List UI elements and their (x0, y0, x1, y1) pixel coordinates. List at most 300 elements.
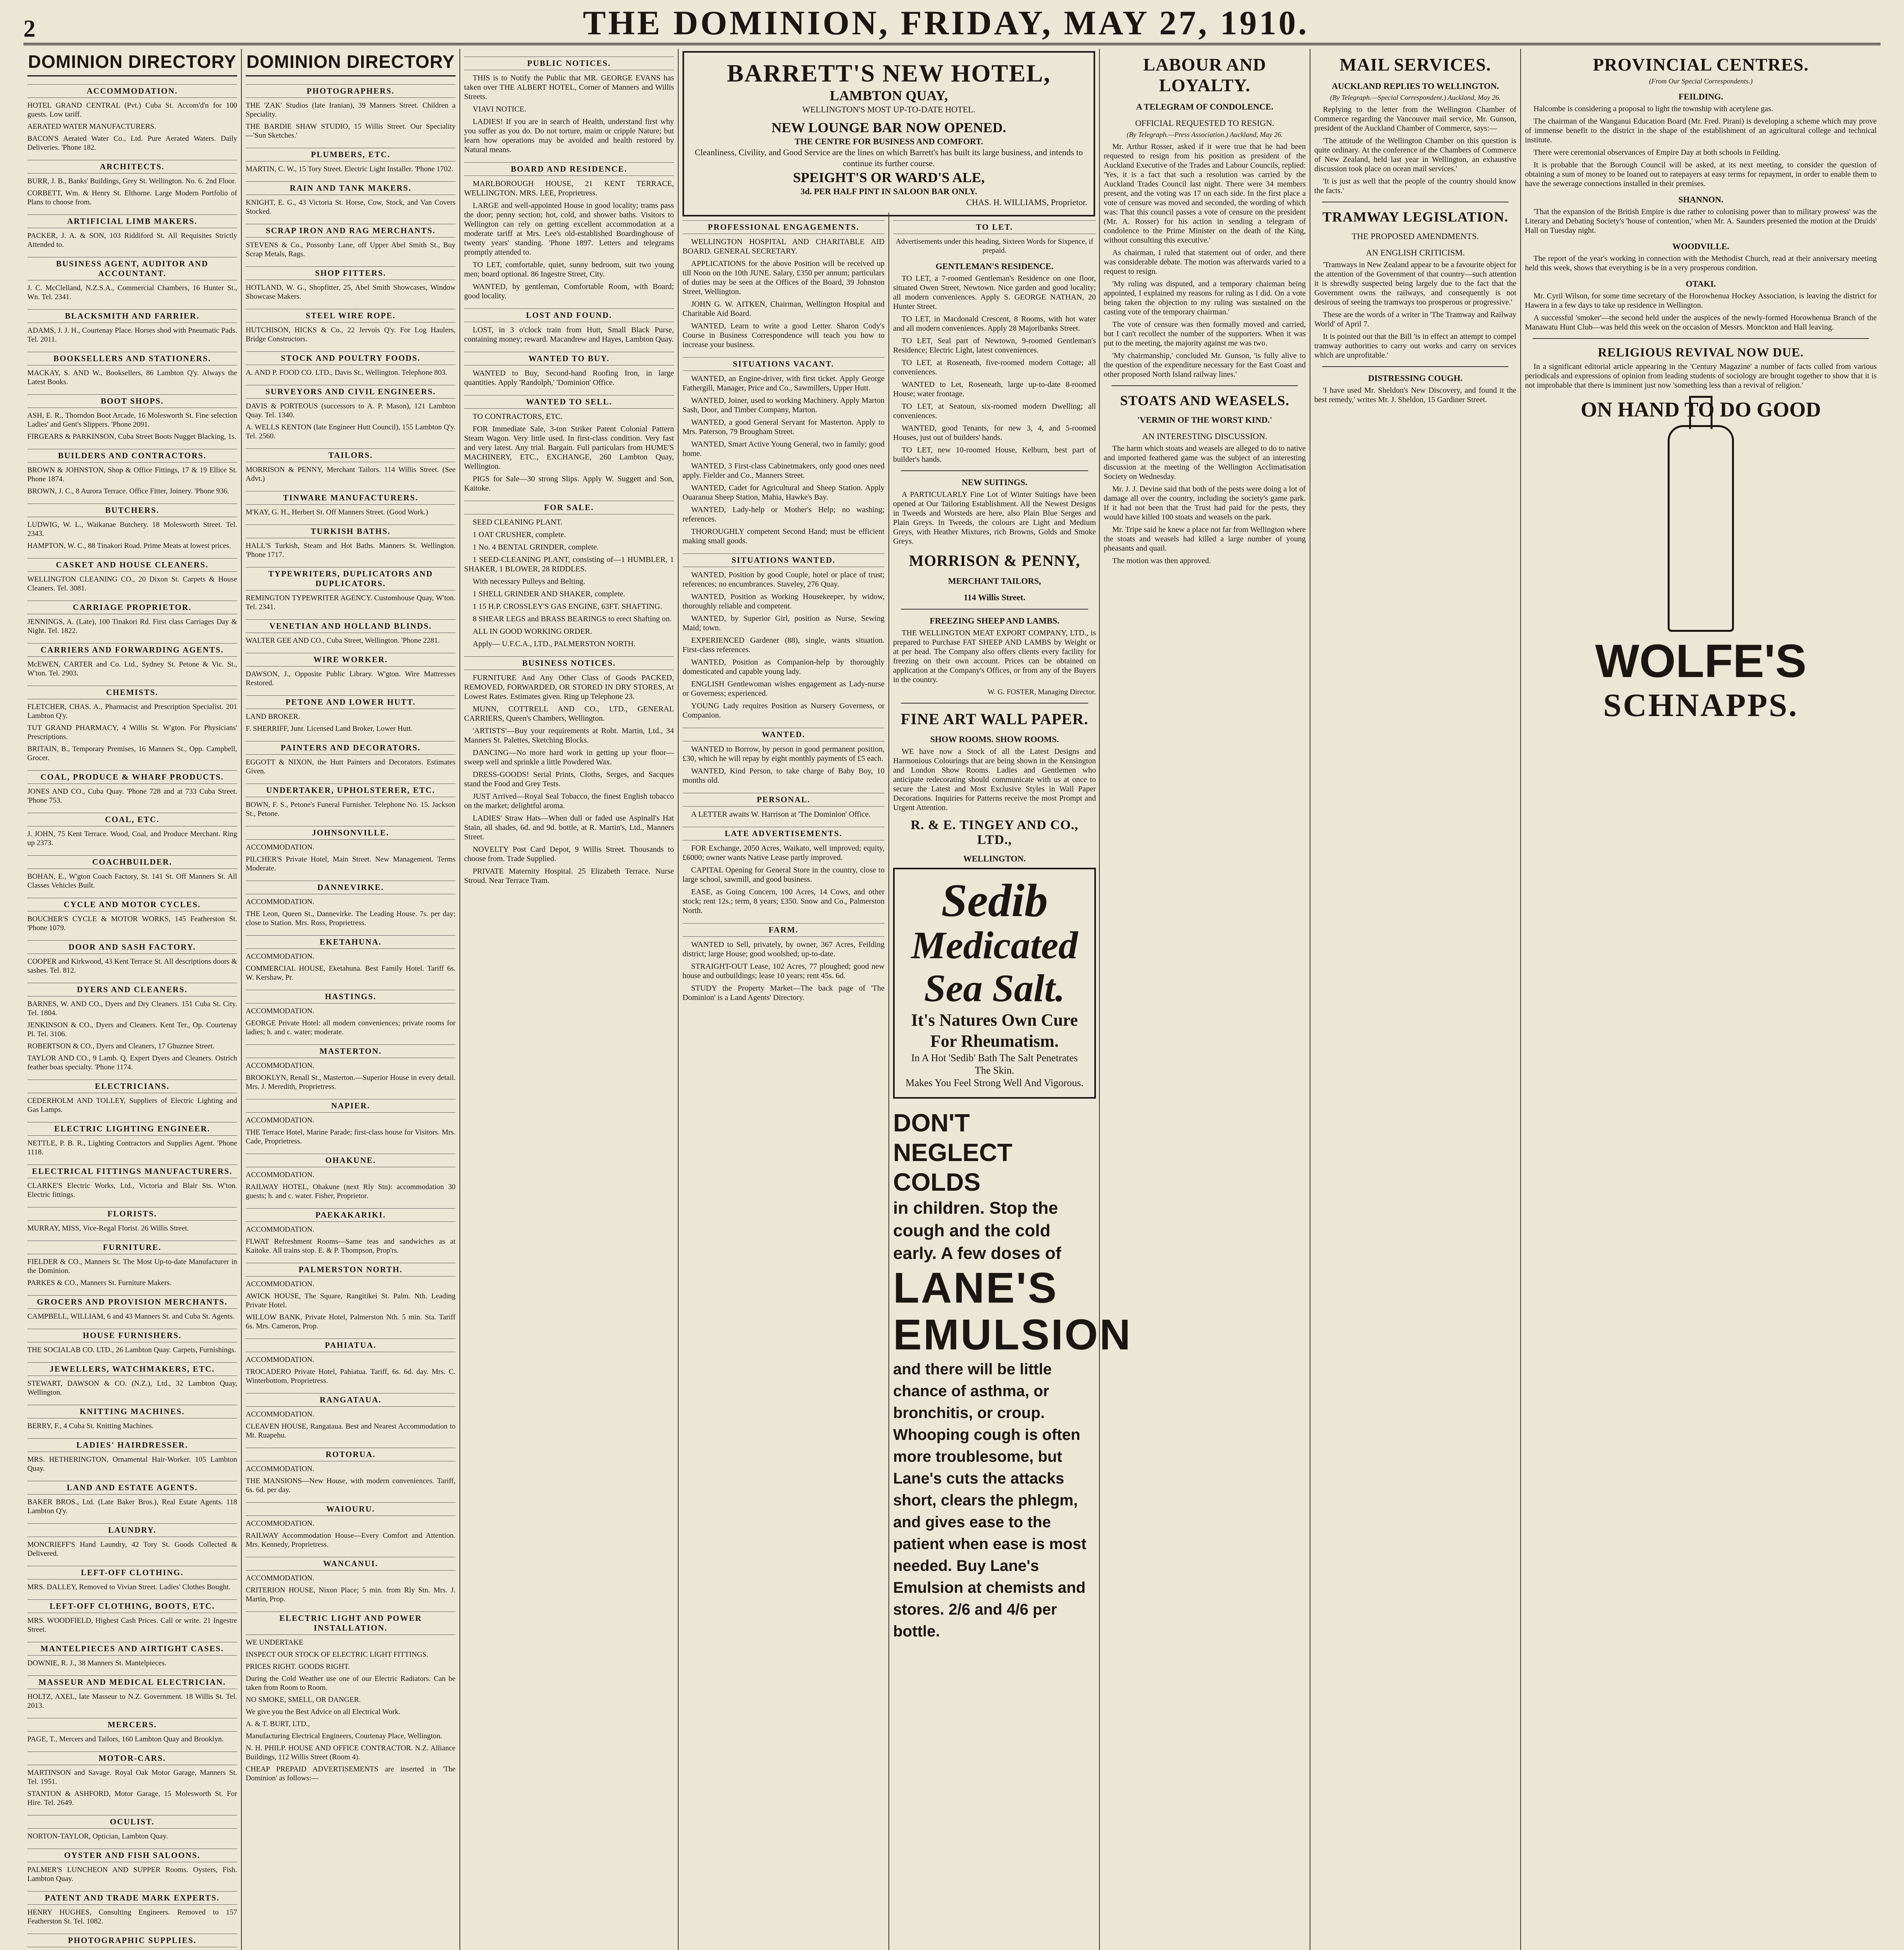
notice-paragraph: STUDY the Property Market—The back page of 'The Dominion' is a Land Agents' Directory. (683, 984, 885, 1002)
directory-entry: A. & T. BURT, LTD., (246, 1720, 310, 1728)
article-paragraph: Mr. Tripe said he knew a place not far from Wellington where the stoats and weasels had killed a large number of young pheasants and quail. (1104, 525, 1306, 553)
professional-situations (683, 220, 885, 1002)
notice-paragraph: FOR Immediate Sale, 3-ton Striker Patent Colonial Pattern Steam Wagon. Very little used. In first-class condition. Very fast and very latest. Any trial. Bargain. Full particulars from HUME'S MACHINERY, ETC., EXCHANGE, 260 Lambton Quay, Wellington. (464, 425, 674, 471)
barretts-name: BARRETT'S NEW HOTEL, (727, 59, 1051, 87)
directory-entry: BERRY, F., 4 Cuba St. Knitting Machines. (27, 1422, 154, 1430)
section-heading: CHEMISTS. (27, 686, 237, 699)
section-heading: HASTINGS. (246, 990, 456, 1003)
mail-headline: MAIL SERVICES. (1339, 55, 1491, 74)
directory-entry: PACKER, J. A. & SON, 103 Riddiford St. All Requisites Strictly Attended to. (27, 232, 237, 249)
article-paragraph: Halcombe is considering a proposal to light the township with acetylene gas. (1533, 105, 1773, 113)
directory-entry: BOUCHER'S CYCLE & MOTOR WORKS, 145 Featherston St. 'Phone 1079. (27, 915, 237, 932)
barretts-tag: WELLINGTON'S MOST UP-TO-DATE HOTEL. (802, 105, 975, 114)
article-paragraph: The motion was then approved. (1112, 557, 1211, 565)
article-paragraph: 'My chairmanship,' concluded Mr. Gunson, 'is fully alive to the question of the expenditure necessary for the East Coast and other proposed North Island railway lines.' (1104, 351, 1306, 379)
suitings-heading: NEW SUITINGS. (961, 477, 1028, 487)
article-paragraph: TO LET, a 7-roomed Gentleman's Residence on one floor, situated Owen Street, Newtown. Nice garden and good locality; all modern conveniences. Apply S. GEORGE NATHAN, 20 Hunter Street. (893, 274, 1096, 311)
notice-paragraph: ENGLISH Gentlewoman wishes engagement as Lady-nurse or Governess; experienced. (683, 680, 885, 698)
feilding-heading: FEILDING. (1678, 92, 1723, 101)
labour-sub2: OFFICIAL REQUESTED TO RESIGN. (1135, 118, 1275, 128)
article-paragraph: As chairman, I ruled that statement out of order, and there was considerable debate. The motion was afterwards varied to a request to resign. (1104, 248, 1306, 276)
notice-paragraph: EASE, as Going Concern, 100 Acres, 14 Cows, and other stock; rent 12s.; term, 8 years; £350. Snow and Co., Palmerston North. (683, 888, 885, 915)
wolfe-product: SCHNAPPS. (1603, 687, 1799, 723)
tramway-headline: TRAMWAY LEGISLATION. (1322, 209, 1509, 225)
article-paragraph: 'The attitude of the Wellington Chamber on this question is quite ordinary. At the conference of the Chambers of Commerce of New Zealand, held last year in Wellington, an exhaustive discussion took place on ocean mail services.' (1314, 136, 1516, 173)
section-heading: ACCOMMODATION. (27, 84, 237, 98)
sedib-bath: In A Hot 'Sedib' Bath The Salt Penetrates The Skin. (911, 1052, 1078, 1076)
section-heading: OHAKUNE. (246, 1154, 456, 1167)
section-heading: COAL, ETC. (27, 813, 237, 826)
directory-entry: STEWART, DAWSON & CO. (N.Z.), Ltd., 32 Lambton Quay, Wellington. (27, 1379, 237, 1397)
section-heading: SCRAP IRON AND RAG MERCHANTS. (246, 224, 456, 238)
directory-entry: HOTLAND, W. G., Shopfitter, 25, Abel Smith Showcases, Window Showcase Makers. (246, 284, 456, 301)
woodville-heading: WOODVILLE. (1672, 241, 1730, 251)
directory-entry: ACCOMMODATION. (246, 1116, 314, 1124)
freezing-text: THE WELLINGTON MEAT EXPORT COMPANY, LTD., is prepared to Purchase FAT SHEEP AND LAMBS by Weight or at per head. The Company also offers clients every facility for freezing on their own account. Prices can be obtained on application at the Company's Offices, or from any of the Buyers in the country. (893, 629, 1096, 684)
directory-entry: McEWEN, CARTER and Co. Ltd., Sydney St. Petone & Vic. St., W'ton. Tel. 2903. (27, 660, 237, 677)
directory-entry: BROOKLYN, Renall St., Masterton.—Superior House in every detail. Mrs. J. Meredith, Proprietress. (246, 1074, 456, 1091)
to-let-listings (893, 274, 1096, 464)
section-heading: RANGATAUA. (246, 1393, 456, 1407)
section-heading: STOCK AND POULTRY FOODS. (246, 351, 456, 365)
directory-entry: BOHAN, E., W'gton Coach Factory, St. 141 St. Off Manners St. All Classes Vehicles Built. (27, 872, 237, 890)
suitings-text: A PARTICULARLY Fine Lot of Winter Suitings have been opened at Our Tailoring Establishment. All the Newest Designs in Tweeds and Worsteds are here, also Plain Blue Serges and Plain Greys. In Tweeds, the colours are Light and Medium Greys, with Heather Mixtures, rich Browns, Golds and Smoke Greys. (893, 490, 1096, 546)
notice-paragraph: WANTED to Sell, privately, by owner, 367 Acres, Feilding district; large House; good woolshed; up-to-date. (683, 940, 885, 958)
notice-paragraph: TO CONTRACTORS, ETC. (473, 412, 563, 421)
directory-entry: BROWN & JOHNSTON, Shop & Office Fittings, 17 & 19 Ellice St. Phone 1874. (27, 466, 237, 483)
directory-entry: PRICES RIGHT. GOODS RIGHT. (246, 1663, 350, 1671)
article-paragraph: The harm which stoats and weasels are alleged to do to native and imported feathered game was the subject of an interesting discussion at the meeting of the Wellington Acclimatisation Society on Wednesday. (1104, 444, 1306, 481)
section-heading: CARRIERS AND FORWARDING AGENTS. (27, 643, 237, 657)
notice-paragraph: 1 15 H.P. CROSSLEY'S GAS ENGINE, 63FT. SHAFTING. (473, 602, 662, 611)
cough-heading: DISTRESSING COUGH. (1368, 373, 1463, 383)
article-paragraph: WANTED, good Tenants, for new 3, 4, and 5-roomed Houses, just out of builders' hands. (893, 424, 1096, 442)
directory-entry: DOWNIE, R. J., 38 Manners St. Mantelpieces. (27, 1659, 167, 1667)
directory-entry: BOWN, F. S., Petone's Funeral Furnisher. Telephone No. 15. Jackson St., Petone. (246, 801, 456, 818)
directory-entry: ACCOMMODATION. (246, 843, 314, 851)
directory-entry: MARTINSON and Savage. Royal Oak Motor Garage, Manners St. Tel. 1951. (27, 1769, 237, 1786)
notice-paragraph: THOROUGHLY competent Second Hand; must be efficient making small goods. (683, 527, 885, 545)
section-heading: WAIOURU. (246, 1502, 456, 1516)
wolfes-schnapps-ad (1525, 398, 1877, 724)
directory-entry: MARTIN, C. W., 15 Tory Street. Electric Light Installer. 'Phone 1702. (246, 165, 454, 173)
section-heading: SHOP FITTERS. (246, 266, 456, 280)
directory-entry: ACCOMMODATION. (246, 1465, 314, 1473)
notice-paragraph: APPLICATIONS for the above Position will be received up till Noon on the 10th JUNE. Salary, £350 per annum; particulars of duties may be seen at the Offices of the Board, 39 Johnston Street, Wellington. (683, 259, 885, 296)
notice-paragraph: LOST, in 3 o'clock train from Hutt, Small Black Purse, containing money; reward. Macandrew and Hayes, Lambton Quay. (464, 326, 674, 344)
article-paragraph: The chairman of the Wanganui Education Board (Mr. Fred. Pirani) is developing a scheme which may prove of immense benefit to the district in the shape of the establishment of an agricultural college and technical institute. (1525, 117, 1877, 144)
sedib-sea-salt-ad (893, 868, 1096, 1099)
article-paragraph: 'My ruling was disputed, and a temporary chairman being appointed, I explained my reasons for ruling as I did. On a vote being taken the objection to my ruling was sustained on the casting vote of the temporary chairman.' (1104, 280, 1306, 316)
directory-entry: PALMER'S LUNCHEON AND SUPPER Rooms. Oysters, Fish. Lambton Quay. (27, 1866, 237, 1883)
notice-paragraph: WANTED, Learn to write a good Letter. Sharon Cody's Course in Business Correspondence will teach you how to increase your business. (683, 322, 885, 349)
section-heading: LATE ADVERTISEMENTS. (683, 827, 885, 840)
article-paragraph: Mr. J. J. Devine said that both of the pests were doing a lot of damage all over the country, including the society's game park. If it had not been that the Trust had paid for the pests, they would have killed 100 stoats and weasels on the park. (1104, 485, 1306, 521)
notice-paragraph: THIS is to Notify the Public that MR. GEORGE EVANS has taken over THE ALBERT HOTEL, Corner of Manners and Willis Streets. (464, 74, 674, 101)
section-heading: COAL, PRODUCE & WHARF PRODUCTS. (27, 770, 237, 784)
directory-title: DOMINION DIRECTORY (27, 51, 237, 76)
notice-paragraph: LADIES' Straw Hats—When dull or faded use Aspinall's Hat Stain, all shades, 6d. and 9d. bottle, at R. Martin's, Ltd., Manners Street. (464, 814, 674, 841)
directory-entry: ACCOMMODATION. (246, 952, 314, 961)
directory-entry: BROWN, J. C., 8 Aurora Terrace. Office Fitter, Joinery. 'Phone 936. (27, 487, 229, 495)
stoats-headline: STOATS AND WEASELS. (1120, 393, 1290, 408)
section-heading: LOST AND FOUND. (464, 308, 674, 322)
directory-entry: BRITAIN, B., Temporary Premises, 16 Manners St., Opp. Campbell, Grocer. (27, 745, 237, 762)
section-heading: OYSTER AND FISH SALOONS. (27, 1849, 237, 1862)
classifieds-block-4-5 (679, 49, 1132, 1950)
directory-entry: MACKAY, S. AND W., Booksellers, 86 Lambton Q'y. Always the Latest Books. (27, 369, 237, 386)
news-column-6 (1100, 49, 1310, 1950)
fine-art-sub: SHOW ROOMS. SHOW ROOMS. (930, 734, 1059, 744)
morrison-penny-name: MORRISON & PENNY, (909, 552, 1080, 569)
directory-entry: We give you the Best Advice on all Electrical Work. (246, 1708, 401, 1716)
directory-entry: N. H. PHILP. HOUSE AND OFFICE CONTRACTOR. N.Z. Alliance Buildings, 112 Willis Street (Room 4). (246, 1744, 456, 1761)
section-heading: CYCLE AND MOTOR CYCLES. (27, 898, 237, 911)
section-heading: RAIN AND TANK MAKERS. (246, 181, 456, 195)
section-heading: KNITTING MACHINES. (27, 1405, 237, 1418)
section-heading: LADIES' HAIRDRESSER. (27, 1438, 237, 1452)
section-heading: BUSINESS AGENT, AUDITOR AND ACCOUNTANT. (27, 257, 237, 280)
directory-column-1 (23, 49, 242, 1950)
directory-entry: COMMERCIAL HOUSE, Eketahuna. Best Family Hotel. Tariff 6s. W. Kershaw, Pr. (246, 964, 456, 982)
article-paragraph: TO LET, in Macdonald Crescent, 8 Rooms, with hot water and all modern conveniences. Apply 28 Majoribanks Street. (893, 315, 1096, 333)
tingey-place: WELLINGTON. (963, 854, 1026, 863)
section-heading: SURVEYORS AND CIVIL ENGINEERS. (246, 385, 456, 399)
cough-text: 'I have used Mr. Sheldon's New Discovery, and found it the best remedy,' writes Mr. J. Sheldon, 15 Gardiner Street. (1314, 386, 1516, 404)
notice-paragraph: CAPITAL Opening for General Store in the country, close to large school, sawmill, and good business. (683, 866, 885, 884)
section-heading: WANTED. (683, 728, 885, 741)
directory-entry: ACCOMMODATION. (246, 898, 314, 906)
directory-entry: CEDERHOLM AND TOLLEY, Suppliers of Electric Lighting and Gas Lamps. (27, 1097, 237, 1114)
directory-entry: THE Leon, Queen St., Dannevirke. The Leading House. 7s. per day; close to Station. Mrs. Ross, Proprietress. (246, 910, 456, 927)
directory-entry: THE BARDIE SHAW STUDIO, 15 Willis Street. Our Speciality—'Sun Sketches.' (246, 122, 456, 140)
section-heading: BOOKSELLERS AND STATIONERS. (27, 352, 237, 365)
directory-entry: ACCOMMODATION. (246, 1410, 314, 1418)
directory-entry: KNIGHT, E. G., 43 Victoria St. Horse, Cow, Stock, and Van Covers Stocked. (246, 199, 456, 216)
lanes-headline: DON'T NEGLECT COLDS (893, 1109, 1012, 1196)
article-paragraph: Replying to the letter from the Wellington Chamber of Commerce regarding the Vancouver mail service, Mr. Gunson, president of the Auckland Chamber of Commerce, says:— (1314, 105, 1516, 133)
notice-paragraph: WANTED to Borrow, by person in good permanent position, £30, which he will repay by eight monthly payments of £5 each. (683, 745, 885, 763)
section-heading: HOUSE FURNISHERS. (27, 1329, 237, 1342)
tingey-name: R. & E. TINGEY AND CO., LTD., (910, 818, 1079, 847)
directory-entry: ROBERTSON & CO., Dyers and Cleaners, 17 Ghuznee Street. (27, 1042, 215, 1050)
barretts-price: 3d. PER HALF PINT IN SALOON BAR ONLY. (800, 186, 977, 196)
section-heading: VENETIAN AND HOLLAND BLINDS. (246, 619, 456, 633)
section-heading: TYPEWRITERS, DUPLICATORS AND DUPLICATORS. (246, 567, 456, 590)
section-heading: DOOR AND SASH FACTORY. (27, 940, 237, 954)
article-paragraph: TO LET, at Seatoun, six-roomed modern Dwelling; all conveniences. (893, 402, 1096, 420)
notice-paragraph: 'ARTISTS'—Buy your requirements at Robt. Martin, Ltd., 34 Manners St. Palettes, Sketching Blocks. (464, 727, 674, 745)
article-paragraph: A successful 'smoker'—the second held under the auspices of the newly-formed Horowhenua Branch of the Manawatu Hunt Club—was held this week on the occasion of Messrs. Monckton and Hall leaving. (1525, 314, 1877, 332)
section-heading: WIRE WORKER. (246, 653, 456, 667)
notice-paragraph: 1 SHELL GRINDER AND SHAKER, complete. (473, 590, 625, 598)
notice-paragraph: WANTED, Kind Person, to take charge of Baby Boy, 10 months old. (683, 767, 885, 785)
directory-entry: J. JOHN, 75 Kent Terrace. Wood, Coal, and Produce Merchant. Ring up 2373. (27, 830, 237, 847)
directory-entry: ACCOMMODATION. (246, 1171, 314, 1179)
section-heading: DANNEVIRKE. (246, 881, 456, 894)
directory-entry: ACCOMMODATION. (246, 1280, 314, 1288)
article-paragraph: TO LET, Seal part of Newtown, 9-roomed Gentleman's Residence; Electric Light, latest conveniences. (893, 337, 1096, 355)
section-heading: PETONE AND LOWER HUTT. (246, 695, 456, 709)
article-paragraph: It is pointed out that the Bill 'is in effect an attempt to compel tramway authorities to carry out works and carry on services which are unprofitable.' (1314, 332, 1516, 360)
article-paragraph: It is probable that the Borough Council will be asked, at its next meeting, to consider the question of obtaining a sum of money to be loaned out to ratepayers at easy terms for repayment, in order to enable them to have the sewerage connections installed in their premises. (1525, 161, 1877, 188)
columns (23, 49, 1881, 1950)
section-heading: LEFT-OFF CLOTHING. (27, 1566, 237, 1580)
directory-entry: CHEAP PREPAID ADVERTISEMENTS are inserted in 'The Dominion' as follows:— (246, 1765, 456, 1782)
section-heading: FURNITURE. (27, 1241, 237, 1254)
otaki-article (1525, 291, 1877, 332)
directory-entry: ASH, E. R., Thorndon Boot Arcade, 16 Molesworth St. Fine selection Ladies' and Gent's Slippers. 'Phone 2091. (27, 411, 237, 429)
section-heading: FLORISTS. (27, 1207, 237, 1221)
article-paragraph: These are the words of a writer in 'The Tramway and Railway World' of April 7. (1314, 310, 1516, 328)
section-heading: PALMERSTON NORTH. (246, 1263, 456, 1276)
directory-entry: DAVIS & PORTEOUS (successors to A. P. Mason), 121 Lambton Quay. Tel. 1340. (246, 402, 456, 419)
directory-entry: MRS. DALLEY, Removed to Vivian Street. Ladies' Clothes Bought. (27, 1583, 230, 1591)
article-paragraph: The report of the year's working in connection with the Methodist Church, read at their anniversary meeting held this week, shows that everything is be in a very prosperous condition. (1525, 254, 1877, 272)
directory-entry: THE 'ZAK' Studios (late Iranian), 39 Manners Street. Children a Speciality. (246, 101, 456, 119)
lanes-brand: LANE'S (893, 1264, 1058, 1312)
section-heading: BOOT SHOPS. (27, 394, 237, 408)
notice-paragraph: ALL IN GOOD WORKING ORDER. (473, 627, 592, 636)
directory-entry: GEORGE Private Hotel: all modern conveniences; private rooms for ladies; h. and c. water; moderate. (246, 1019, 456, 1036)
article-paragraph: The vote of censure was then formally moved and carried, but I can't recollect the number of the supporters. When it was put to the meeting, the majority against me was two. (1104, 320, 1306, 347)
section-heading: PATENT AND TRADE MARK EXPERTS. (27, 1891, 237, 1905)
notice-paragraph: YOUNG Lady requires Position as Nursery Governess, or Companion. (683, 702, 885, 720)
notice-paragraph: FURNITURE And Any Other Class of Goods PACKED, REMOVED, FORWARDED, OR STORED IN DRY STORES, At Lowest Rates. Estimates given. Ring up Telephone 23. (464, 674, 674, 701)
freezing-heading: FREEZING SHEEP AND LAMBS. (929, 616, 1060, 626)
directory-entry: RAILWAY Accommodation House—Every Comfort and Attention. Mrs. Kennedy, Proprietress. (246, 1532, 456, 1549)
public-notices (464, 57, 674, 885)
section-heading: WANTED TO BUY. (464, 352, 674, 365)
notice-paragraph: WANTED, Position as Working Housekeeper, by widow, thoroughly reliable and competent. (683, 592, 885, 610)
sedib-medicated: Medicated (911, 924, 1078, 967)
mail-sub: AUCKLAND REPLIES TO WELLINGTON. (1331, 81, 1499, 91)
section-heading: ELECTRIC LIGHT AND POWER INSTALLATION. (246, 1611, 456, 1635)
article-paragraph: TO LET, new 10-roomed House, Kelburn, best part of builder's hands. (893, 446, 1096, 464)
directory-entry: TROCADERO Private Hotel, Pahiatua. Tariff, 6s. 6d. day. Mrs. C. Winterbottom, Proprietress. (246, 1368, 456, 1385)
directory-entry: LUDWIG, W. L., Waikanae Butchery. 18 Molesworth Street. Tel. 2343. (27, 521, 237, 538)
directory-entry: JENKINSON & CO., Dyers and Cleaners. Kent Ter., Op. Courtenay Pl. Tel. 3106. (27, 1021, 237, 1038)
notice-paragraph: WANTED, a good General Servant for Masterton. Apply to Mrs. Paterson, 79 Brougham Street. (683, 418, 885, 436)
section-heading: EKETAHUNA. (246, 935, 456, 949)
stoats-article (1104, 444, 1306, 566)
section-heading: ELECTRICAL FITTINGS MANUFACTURERS. (27, 1165, 237, 1178)
section-heading: PAEKAKARIKI. (246, 1208, 456, 1222)
directory-entry: CRITERION HOUSE, Nixon Place; 5 min. from Rly Stn. Mrs. J. Martin, Prop. (246, 1586, 456, 1603)
section-heading: ARCHITECTS. (27, 160, 237, 174)
schnapps-bottle-icon (1668, 425, 1734, 632)
directory-entry: THE MANSIONS—New House, with modern conveniences. Tariff, 6s. 6d. per day. (246, 1477, 456, 1494)
notice-paragraph: STRAIGHT-OUT Lease, 102 Acres, 77 ploughed; good new house and outbuildings; lease 10 years; rent 45s. 6d. (683, 962, 885, 980)
section-heading: PUBLIC NOTICES. (464, 57, 674, 70)
directory-entry: HOLTZ, AXEL, late Masseur to N.Z. Government. 18 Willis St. Tel. 2013. (27, 1693, 237, 1710)
directory-entry: JONES AND CO., Cuba Quay. 'Phone 728 and at 733 Cuba Street. 'Phone 753. (27, 787, 237, 805)
feilding-article (1525, 104, 1877, 188)
directory-entry: HALL'S Turkish, Steam and Hot Baths. Manners St. Wellington. 'Phone 1717. (246, 542, 456, 559)
provincial-byline: (From Our Special Correspondents.) (1649, 77, 1753, 85)
directory-entry: WELLINGTON CLEANING CO., 20 Dixon St. Carpets & House Cleaners. Tel. 3081. (27, 575, 237, 592)
section-heading: MERCERS. (27, 1718, 237, 1732)
notice-paragraph: WANTED, Position as Companion-help by thoroughly domesticated and capable young lady. (683, 658, 885, 676)
section-heading: BUILDERS AND CONTRACTORS. (27, 449, 237, 463)
section-heading: ELECTRIC LIGHTING ENGINEER. (27, 1122, 237, 1136)
barretts-place: LAMBTON QUAY, (830, 88, 948, 103)
section-heading: DYERS AND CLEANERS. (27, 983, 237, 996)
lanes-body: and there will be little chance of asthma, or bronchitis, or croup. Whooping cough is often more troublesome, but Lane's cuts the attacks short, clears the phlegm, and gives ease to the patient when ease is most needed. Buy Lane's Emulsion at chemists and stores. 2/6 and 4/6 per bottle. (893, 1361, 1087, 1640)
section-heading: SITUATIONS WANTED. (683, 553, 885, 567)
directory-entry: BAKER BROS., Ltd. (Late Baker Bros.), Real Estate Agents. 118 Lambton Q'y. (27, 1498, 237, 1515)
section-heading: GROCERS AND PROVISION MERCHANTS. (27, 1295, 237, 1309)
directory-entry: NORTON-TAYLOR, Optician, Lambton Quay. (27, 1832, 168, 1840)
section-heading: PERSONAL. (683, 793, 885, 807)
notice-paragraph: FOR Exchange, 2050 Acres, Waikato, well improved; equity, £6000; owner wants Native Lease partly improved. (683, 844, 885, 862)
notice-paragraph: JOHN G. W. AITKEN, Chairman, Wellington Hospital and Charitable Aid Board. (683, 300, 885, 318)
section-heading: ELECTRICIANS. (27, 1080, 237, 1093)
article-paragraph: 'Tramways in New Zealand appear to be a favourite object for the attention of the Government of that country—such attention it is shrewdly suspected being largely due to the fact that the Government owns the railways, and consequently is not desirous of seeing the tramways too prosperous or progressive.' (1314, 261, 1517, 307)
section-heading: BUTCHERS. (27, 503, 237, 517)
section-heading: ROTORUA. (246, 1448, 456, 1461)
section-heading: LAND AND ESTATE AGENTS. (27, 1481, 237, 1494)
directory-entry: TUT GRAND PHARMACY, 4 Willis St. W'gton. For Physicians' Prescriptions. (27, 724, 237, 741)
directory-entry: BURR, J. B., Banks' Buildings, Grey St. Wellington. No. 6. 2nd Floor. (27, 177, 236, 185)
section-heading: JOHNSONVILLE. (246, 826, 456, 840)
notice-paragraph: WANTED, Cadet for Agricultural and Sheep Station. Apply Ouaranua Sheep Station, Mahia, Hawke's Bay. (683, 484, 885, 502)
wolfe-brand: WOLFE'S (1595, 635, 1806, 687)
section-heading: CASKET AND HOUSE CLEANERS. (27, 558, 237, 572)
directory-entry: MONCRIEFF'S Hand Laundry, 42 Tory St. Goods Collected & Delivered. (27, 1540, 237, 1558)
notice-paragraph: WANTED, 3 First-class Cabinetmakers, only good ones need apply. Fielder and Co., Manners Street. (683, 462, 885, 480)
directory-entry: A. WELLS KENTON (late Engineer Hutt Council), 155 Lambton Q'y. Tel. 2560. (246, 423, 456, 440)
notice-paragraph: 1 No. 4 BENTAL GRINDER, complete. (473, 543, 599, 551)
directory-entry: CORBETT, Wm. & Henry St. Elthorne. Large Modern Portfolio of Plans to choose from. (27, 189, 237, 206)
section-heading: WANCANUI. (246, 1557, 456, 1571)
news-column-7 (1310, 49, 1521, 1950)
section-heading: LAUNDRY. (27, 1523, 237, 1537)
notice-paragraph: NOVELTY Post Card Depot, 9 Willis Street. Thousands to choose from. Trade Supplied. (464, 845, 674, 863)
notice-paragraph: PIGS for Sale—30 strong Slips. Apply W. Suggett and Son, Kaitoke. (464, 475, 674, 493)
notice-paragraph: WELLINGTON HOSPITAL AND CHARITABLE AID BOARD. GENERAL SECRETARY. (683, 238, 885, 255)
article-paragraph: WANTED to Let, Roseneath, large up-to-date 8-roomed House; water frontage. (893, 380, 1096, 398)
shannon-article (1525, 207, 1877, 235)
section-heading: TAILORS. (246, 448, 456, 462)
directory-entry: PAGE, T., Mercers and Tailors, 160 Lambton Quay and Brooklyn. (27, 1735, 224, 1743)
section-heading: JEWELLERS, WATCHMAKERS, ETC. (27, 1362, 237, 1376)
provincial-headline: PROVINCIAL CENTRES. (1593, 55, 1809, 74)
notice-paragraph: With necessary Pulleys and Belting. (473, 577, 585, 586)
directory-entry: BACON'S Aerated Water Co., Ltd. Pure Aerated Waters. Daily Deliveries. 'Phone 182. (27, 135, 237, 152)
masthead (23, 4, 1881, 45)
section-heading: PHOTOGRAPHIC SUPPLIES. (27, 1934, 237, 1947)
article-paragraph: TO LET, at Roseneath, five-roomed modern Cottage; all conveniences. (893, 358, 1096, 376)
section-heading: FOR SALE. (464, 501, 674, 514)
directory-entry: COOPER and Kirkwood, 43 Kent Terrace St. All descriptions doors & sashes. Tel. 812. (27, 957, 237, 975)
lanes-intro: in children. Stop the cough and the cold early. A few doses of (893, 1198, 1062, 1263)
directory-entry: HENRY HUGHES, Consulting Engineers. Removed to 157 Featherston St. Tel. 1082. (27, 1908, 237, 1925)
directory-entry: JENNINGS, A. (Late), 100 Tinakori Rd. First class Carriages Day & Night. Tel. 1822. (27, 618, 237, 635)
section-heading: ARTIFICIAL LIMB MAKERS. (27, 214, 237, 228)
section-heading: WANTED TO SELL. (464, 395, 674, 409)
notice-paragraph: A LETTER awaits W. Harrison at 'The Dominion' Office. (691, 810, 871, 819)
notice-paragraph: WANTED to Buy, Second-hand Roofing Iron, in large quantities. Apply 'Randolph,' 'Dominion' Office. (464, 369, 674, 387)
directory-entry: FLETCHER, CHAS. A., Pharmacist and Prescription Specialist. 201 Lambton Q'y. (27, 703, 237, 720)
notice-paragraph: 1 SEED-CLEANING PLANT, consisting of—1 HUMBLER, 1 SHAKER, 1 BLOWER, 28 RIDDLES. (464, 555, 674, 573)
news-column-8 (1521, 49, 1881, 1950)
directory-entry: THE SOCIALAB CO. LTD., 26 Lambton Quay. Carpets, Furnishings. (27, 1346, 236, 1354)
directory-entry: NO SMOKE, SMELL, OR DANGER. (246, 1696, 361, 1704)
sedib-sea-salt: Sea Salt. (924, 966, 1065, 1010)
sedib-cure: It's Natures Own Cure For Rheumatism. (911, 1010, 1078, 1051)
notice-paragraph: SEED CLEANING PLANT. (473, 518, 563, 526)
otaki-heading: OTAKI. (1686, 279, 1716, 289)
directory-entry: AERATED WATER MANUFACTURERS. (27, 122, 156, 131)
article-paragraph: 'That the expansion of the British Empire is due rather to colonising power than to military prowess' was the Literary and Debating Society's 'house of contention,' when Mr. A. Saunders presented the motion at the Druids' Hall on Tuesday night. (1525, 207, 1877, 235)
revival-text: In a significant editorial article appearing in the 'Century Magazine' a number of facts culled from various periodicals and expressions of opinion from leading students of sociology are brought together to show that it is not improbable that there is imminent just now 'something less than a revival of religion.' (1525, 362, 1877, 390)
directory-entry: INSPECT OUR STOCK OF ELECTRIC LIGHT FITTINGS. (246, 1650, 429, 1659)
notice-paragraph: PRIVATE Maternity Hospital. 25 Elizabeth Terrace. Nurse Stroud. Near Terrace Tram. (464, 867, 674, 885)
woodville-article (1525, 254, 1877, 273)
morrison-penny-role: MERCHANT TAILORS, (948, 576, 1041, 586)
wolfe-tagline: ON HAND TO DO GOOD (1580, 398, 1821, 421)
sedib-title: Sedib (941, 874, 1048, 926)
directory-listings-1 (27, 84, 237, 1950)
morrison-penny-address: 114 Willis Street. (963, 592, 1026, 602)
directory-entry: STEVENS & Co., Possonby Lane, off Upper Abel Smith St., Buy Scrap Metals, Rags. (246, 241, 456, 258)
barretts-beer: SPEIGHT'S OR WARD'S ALE, (793, 170, 985, 185)
notice-paragraph: VIAVI NOTICE. (473, 105, 527, 113)
directory-entry: HOTEL GRAND CENTRAL (Pvt.) Cuba St. Accom'd'n for 100 guests. Low tariff. (27, 101, 237, 119)
directory-entry: WALTER GEE AND CO., Cuba Street, Wellington. 'Phone 2281. (246, 636, 440, 645)
directory-listings-2 (246, 84, 456, 1783)
notice-paragraph: JUST Arrived—Royal Seal Tobacco, the finest English tobacco on the market; delightful aroma. (464, 792, 674, 810)
notice-paragraph: 8 SHEAR LEGS and BRASS BEARINGS to erect Shafting on. (473, 615, 672, 623)
tramway-sub: THE PROPOSED AMENDMENTS. (1352, 231, 1479, 241)
directory-entry: ACCOMMODATION. (246, 1007, 314, 1015)
labour-sub1: A TELEGRAM OF CONDOLENCE. (1136, 102, 1274, 112)
directory-entry: CLEAVEN HOUSE, Rangataua. Best and Nearest Accommodation to Mt. Ruapehu. (246, 1422, 456, 1439)
directory-entry: MORRISON & PENNY, Merchant Tailors. 114 Willis Street. (See Advt.) (246, 466, 456, 483)
barretts-sub: THE CENTRE FOR BUSINESS AND COMFORT. (794, 136, 983, 146)
directory-entry: HUTCHISON, HICKS & Co., 22 Jervois Q'y. For Log Haulers, Bridge Constructors. (246, 326, 456, 343)
directory-entry: PILCHER'S Private Hotel, Main Street. New Management. Terms Moderate. (246, 855, 456, 872)
directory-entry: WE UNDERTAKE (246, 1638, 303, 1647)
notice-paragraph: LARGE and well-appointed House in good locality; trams pass the door; penny section; hot, cold, and shower baths. Visitors to Wellington can rely on getting excellent accommodation at a moderate tariff at Mrs. Lee's old-established Boardinghouse of twenty years' standing. 'Phone 1897. Letters and telegrams promptly attended to. (464, 201, 674, 257)
directory-entry: DAWSON, J., Opposite Public Library. W'gton. Wire Mattresses Restored. (246, 670, 456, 687)
lanes-emulsion-ad (893, 1108, 1132, 1642)
notice-paragraph: Apply— U.F.C.A., LTD., PALMERSTON NORTH. (473, 640, 636, 648)
directory-entry: ACCOMMODATION. (246, 1519, 314, 1528)
directory-entry: MRS. HETHERINGTON, Ornamental Hair-Worker. 105 Lambton Quay. (27, 1455, 237, 1473)
section-heading: TINWARE MANUFACTURERS. (246, 491, 456, 505)
directory-entry: CLARKE'S Electric Works, Ltd., Victoria and Blair Sts. W'ton. Electric fittings. (27, 1182, 237, 1199)
directory-entry: STANTON & ASHFORD, Motor Garage, 15 Molesworth St. For Hire. Tel. 2649. (27, 1790, 237, 1807)
notice-paragraph: WANTED, by Superior Girl, position as Nurse, Sewing Maid; town. (683, 614, 885, 632)
section-heading: TURKISH BATHS. (246, 525, 456, 538)
notice-paragraph: LADIES! If you are in search of Health, understand first why you suffer as you do. Do not torture, maim or cripple Nature; but learn how operations may be avoided and health restored by Natural means. (464, 117, 674, 154)
to-let-note: Advertisements under this heading, Sixteen Words for Sixpence, if prepaid. (895, 238, 1094, 255)
section-heading: STEEL WIRE ROPE. (246, 309, 456, 323)
section-heading: CARRIAGE PROPRIETOR. (27, 601, 237, 614)
directory-entry: AWICK HOUSE, The Square, Rangitikei St. Palm. Nth. Leading Private Hotel. (246, 1292, 456, 1309)
directory-entry: FIRGEARS & PARKINSON, Cuba Street Boots Nugget Blacking, 1s. (27, 433, 237, 441)
notice-paragraph: WANTED, by gentleman, Comfortable Room, with Board; good locality. (464, 282, 674, 300)
directory-entry: During the Cold Weather use one of our Electric Radiators. Can be taken from Room to Room. (246, 1675, 456, 1692)
section-heading: UNDERTAKER, UPHOLSTERER, ETC. (246, 784, 456, 797)
newspaper-title: THE DOMINION, FRIDAY, MAY 27, 1910. (583, 4, 1309, 42)
section-heading: BUSINESS NOTICES. (464, 656, 674, 670)
directory-entry: Manufacturing Electrical Engineers, Courtenay Place, Wellington. (246, 1732, 442, 1740)
section-heading: PHOTOGRAPHERS. (246, 84, 456, 98)
directory-entry: REMINGTON TYPEWRITER AGENCY. Customhouse Quay, W'ton. Tel. 2341. (246, 594, 456, 611)
